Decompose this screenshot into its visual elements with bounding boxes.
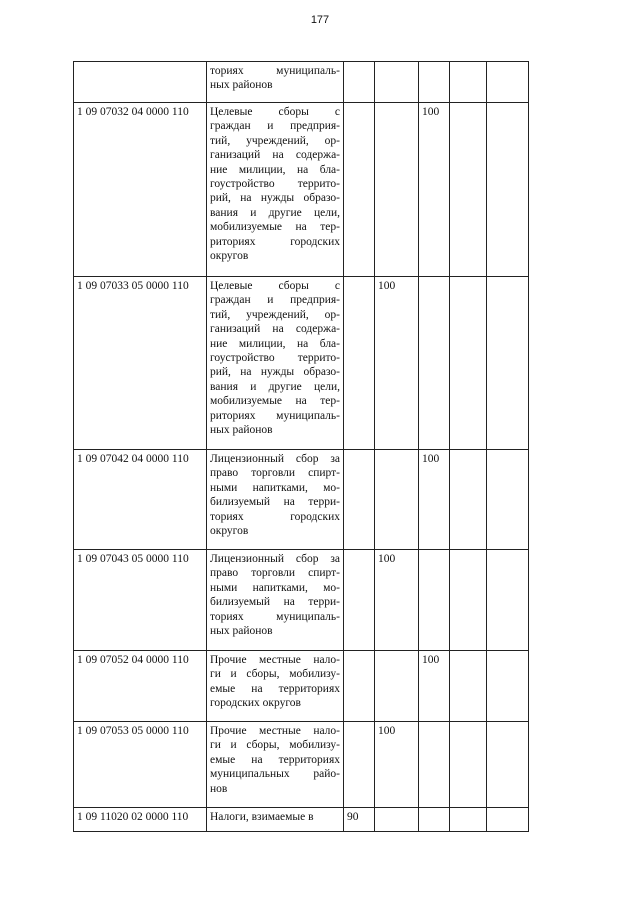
share-value-cell (450, 62, 487, 103)
budget-code-cell: 1 09 07052 04 0000 110 (74, 651, 207, 722)
share-value-cell (375, 450, 419, 550)
income-name-cell: ториях муниципаль- ных районов (207, 62, 344, 103)
share-value-cell: 100 (419, 651, 450, 722)
budget-code-cell (74, 62, 207, 103)
share-value-cell (419, 62, 450, 103)
share-value-cell (487, 450, 529, 550)
income-name-cell: Целевые сборы с граждан и предприя- тий, учреждений, ор- ганизаций на содержа- ние милиции, на бла- гоустройство террито- рий, на нужды образо- вания и другие цели, мобилизуемые на тер- риториях муниципаль- ных районов (207, 277, 344, 450)
income-name-cell: Налоги, взимаемые в (207, 808, 344, 832)
share-value-cell (450, 103, 487, 277)
share-value-cell (450, 550, 487, 651)
share-value-cell: 100 (419, 103, 450, 277)
share-value-cell (487, 722, 529, 808)
share-value-cell: 100 (375, 277, 419, 450)
share-value-cell (450, 277, 487, 450)
share-value-cell (344, 651, 375, 722)
table-body (74, 62, 529, 832)
share-value-cell (344, 62, 375, 103)
income-name-cell: Лицензионный сбор за право торговли спирт- ными напитками, мо- билизуемый на терри- ториях муниципаль- ных районов (207, 550, 344, 651)
table-row (74, 651, 529, 722)
page-number: 177 (310, 14, 330, 26)
share-value-cell (450, 808, 487, 832)
budget-code-cell: 1 09 07053 05 0000 110 (74, 722, 207, 808)
share-value-cell (419, 550, 450, 651)
share-value-cell (450, 450, 487, 550)
table-row (74, 103, 529, 277)
income-name-cell: Целевые сборы с граждан и предприя- тий, учреждений, ор- ганизаций на содержа- ние милиции, на бла- гоустройство террито- рий, на нужды образо- вания и другие цели, мобилизуемые на тер- риториях городских округов (207, 103, 344, 277)
share-value-cell (487, 277, 529, 450)
share-value-cell (375, 103, 419, 277)
table-row (74, 722, 529, 808)
share-value-cell (487, 808, 529, 832)
income-name-cell: Прочие местные нало- ги и сборы, мобилизу- емые на территориях муниципальных райо- нов (207, 722, 344, 808)
table-row (74, 277, 529, 450)
share-value-cell (487, 651, 529, 722)
share-value-cell (375, 651, 419, 722)
share-value-cell (344, 103, 375, 277)
share-value-cell (419, 277, 450, 450)
budget-table (73, 61, 529, 832)
share-value-cell: 90 (344, 808, 375, 832)
budget-code-cell: 1 09 07032 04 0000 110 (74, 103, 207, 277)
share-value-cell (344, 550, 375, 651)
share-value-cell (375, 808, 419, 832)
share-value-cell: 100 (375, 722, 419, 808)
share-value-cell (419, 722, 450, 808)
share-value-cell (487, 550, 529, 651)
income-name-cell: Лицензионный сбор за право торговли спирт- ными напитками, мо- билизуемый на терри- ториях городских округов (207, 450, 344, 550)
budget-code-cell: 1 09 07043 05 0000 110 (74, 550, 207, 651)
share-value-cell (419, 808, 450, 832)
share-value-cell (487, 62, 529, 103)
table-row (74, 450, 529, 550)
share-value-cell (344, 277, 375, 450)
share-value-cell (487, 103, 529, 277)
income-name-cell: Прочие местные нало- ги и сборы, мобилизу- емые на территориях городских округов (207, 651, 344, 722)
table-row (74, 62, 529, 103)
share-value-cell (450, 651, 487, 722)
share-value-cell (344, 450, 375, 550)
share-value-cell: 100 (375, 550, 419, 651)
budget-code-cell: 1 09 07033 05 0000 110 (74, 277, 207, 450)
budget-code-cell: 1 09 11020 02 0000 110 (74, 808, 207, 832)
budget-code-cell: 1 09 07042 04 0000 110 (74, 450, 207, 550)
table-row (74, 808, 529, 832)
share-value-cell (344, 722, 375, 808)
share-value-cell (375, 62, 419, 103)
share-value-cell: 100 (419, 450, 450, 550)
table-row (74, 550, 529, 651)
share-value-cell (450, 722, 487, 808)
